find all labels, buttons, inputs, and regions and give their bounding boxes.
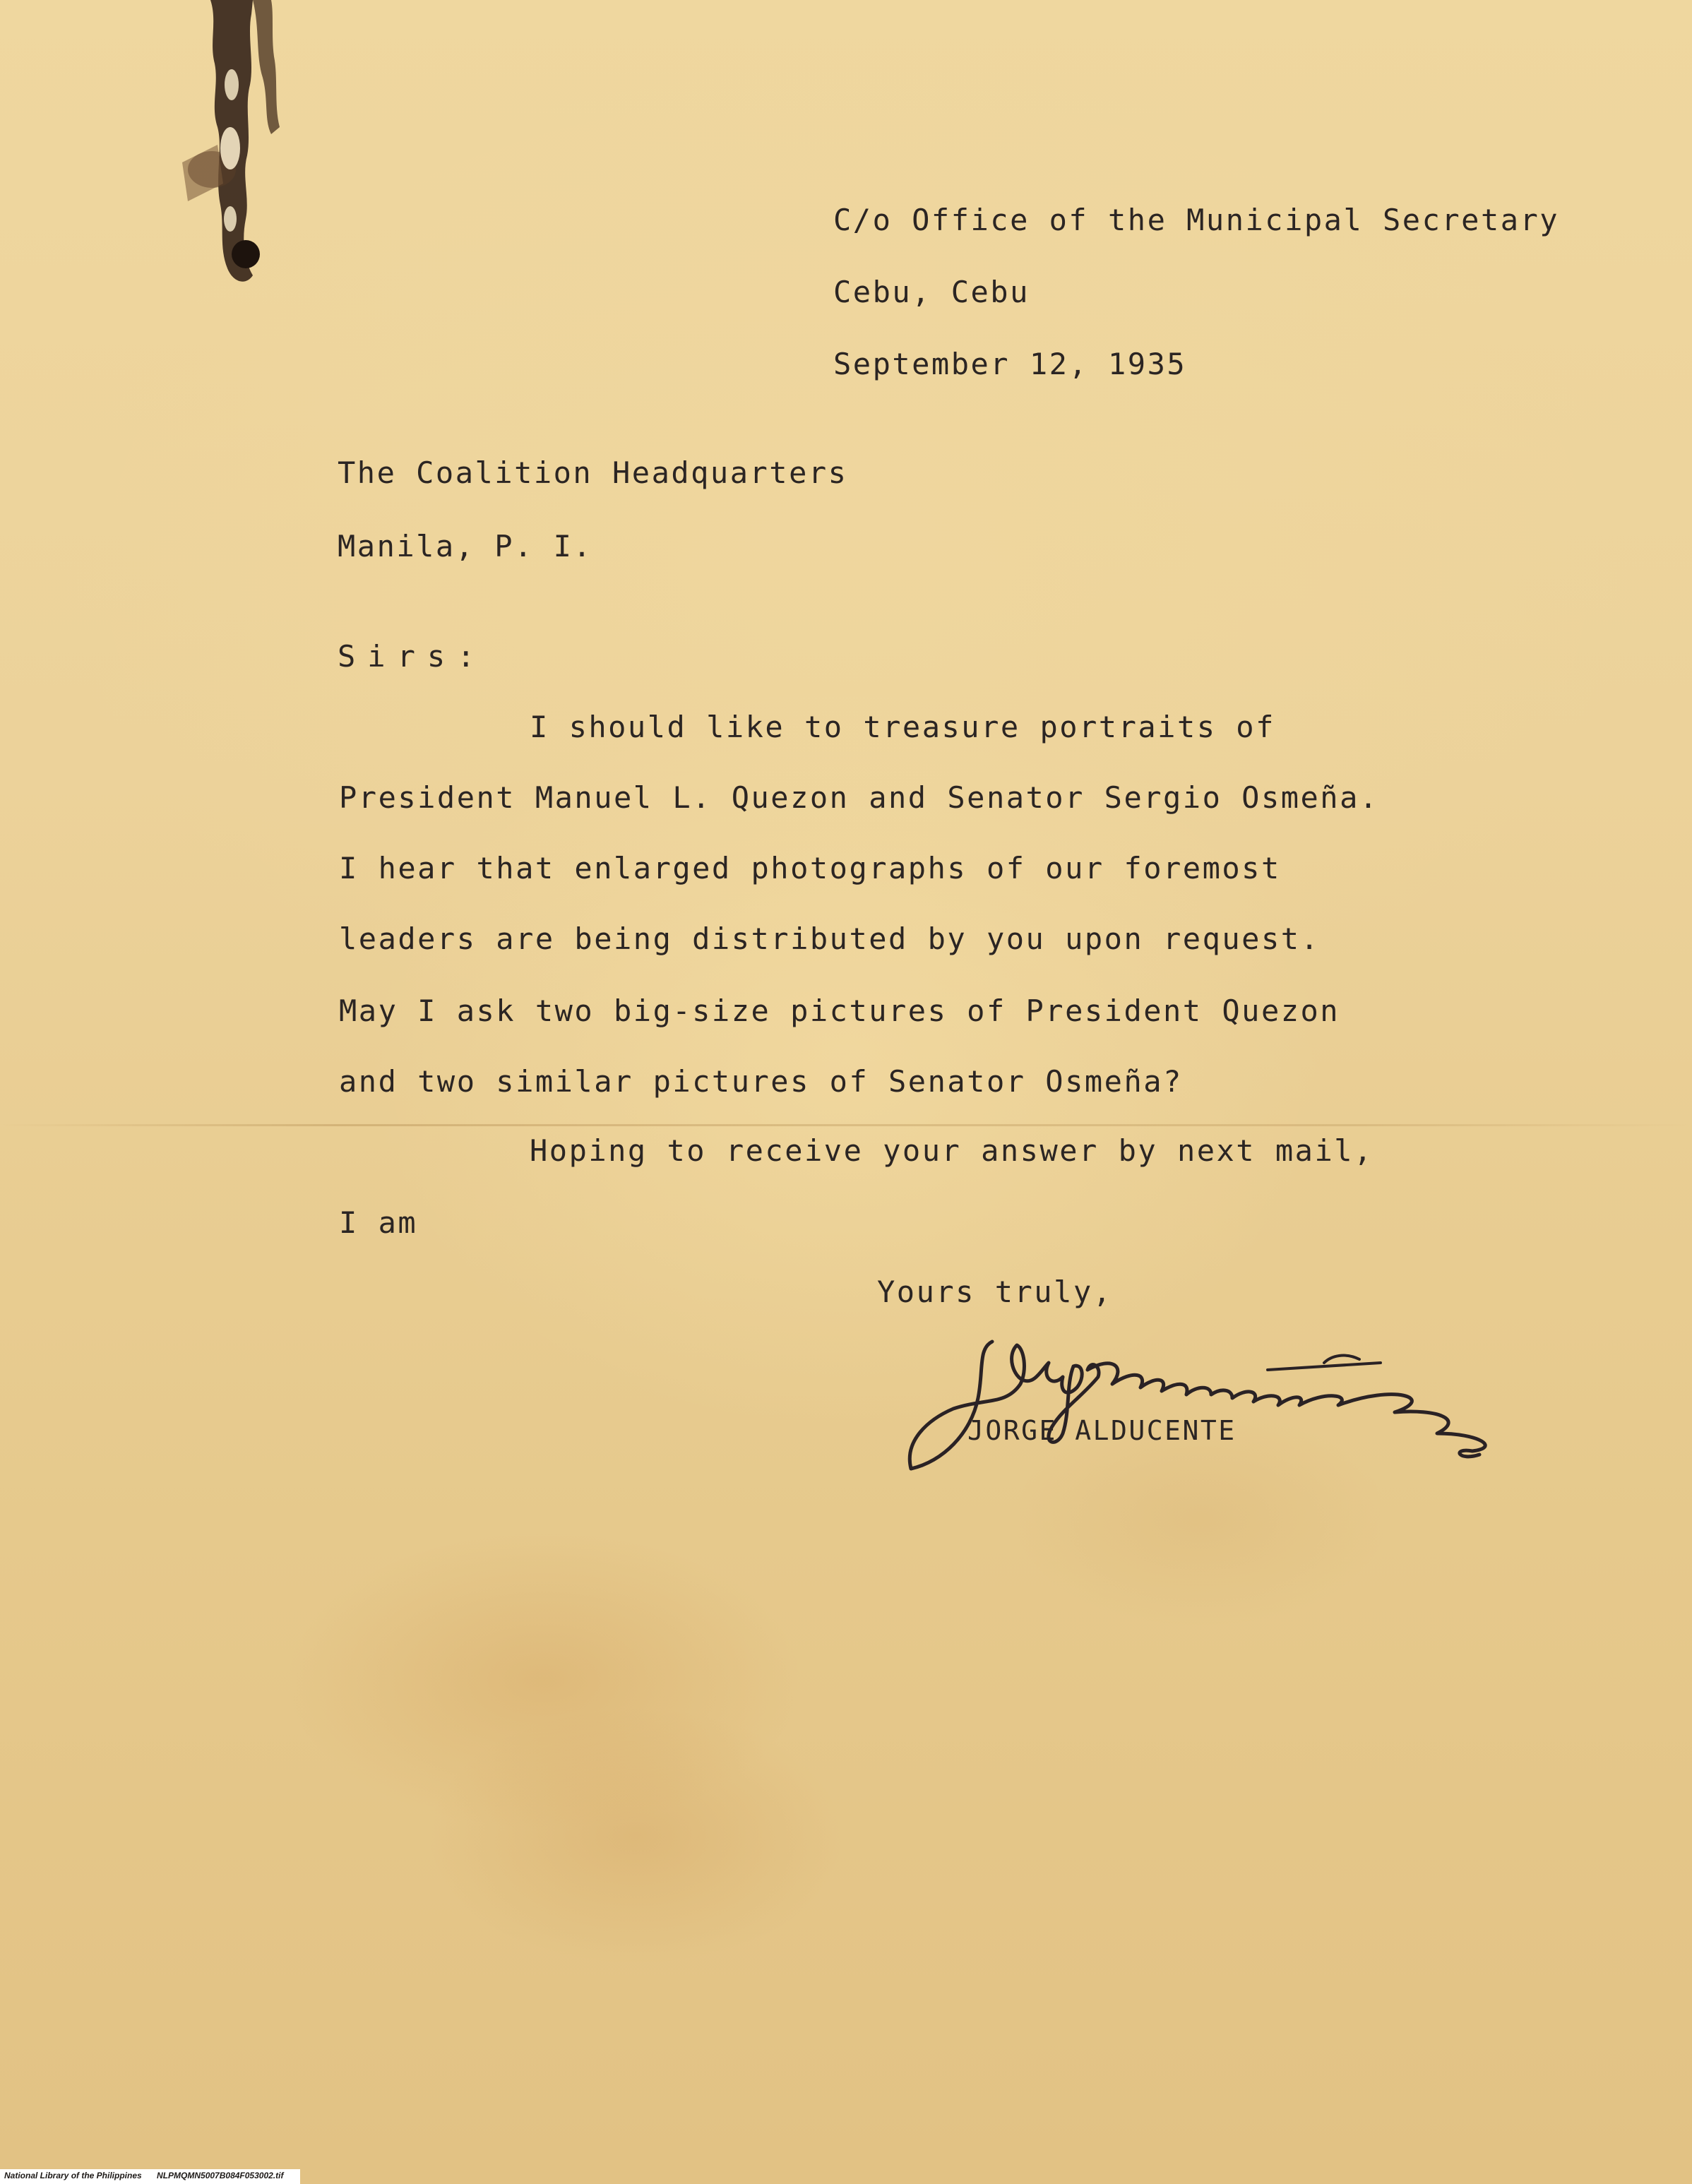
body-line: I am bbox=[339, 1205, 418, 1240]
return-address-line1: C/o Office of the Municipal Secretary bbox=[833, 203, 1560, 237]
body-line: May I ask two big-size pictures of President Quezon bbox=[339, 993, 1340, 1028]
paper-fold-line bbox=[0, 1124, 1692, 1126]
return-address-line2: Cebu, Cebu bbox=[833, 275, 1030, 309]
archive-footer bbox=[0, 2169, 300, 2184]
body-line: President Manuel L. Quezon and Senator Sergio Osmeña. bbox=[339, 780, 1379, 815]
body-line: I should like to treasure portraits of bbox=[530, 710, 1275, 744]
recipient-line1: The Coalition Headquarters bbox=[338, 455, 848, 490]
handwritten-signature-image bbox=[900, 1327, 1536, 1490]
body-line: I hear that enlarged photographs of our foremost bbox=[339, 851, 1281, 885]
burn-mark-image bbox=[168, 0, 302, 304]
letter-date: September 12, 1935 bbox=[833, 347, 1187, 381]
typed-signature: JORGE ALDUCENTE bbox=[967, 1415, 1237, 1446]
body-line: Hoping to receive your answer by next mail, bbox=[530, 1133, 1374, 1168]
body-line: leaders are being distributed by you upon request. bbox=[339, 921, 1321, 956]
closing: Yours truly, bbox=[877, 1275, 1113, 1309]
file-id: NLPMQMN5007B084F053002.tif bbox=[157, 2171, 284, 2180]
archive-name: National Library of the Philippines bbox=[4, 2171, 142, 2180]
salutation: Sirs: bbox=[338, 639, 487, 674]
body-line: and two similar pictures of Senator Osmeña? bbox=[339, 1064, 1183, 1099]
recipient-line2: Manila, P. I. bbox=[338, 529, 593, 563]
